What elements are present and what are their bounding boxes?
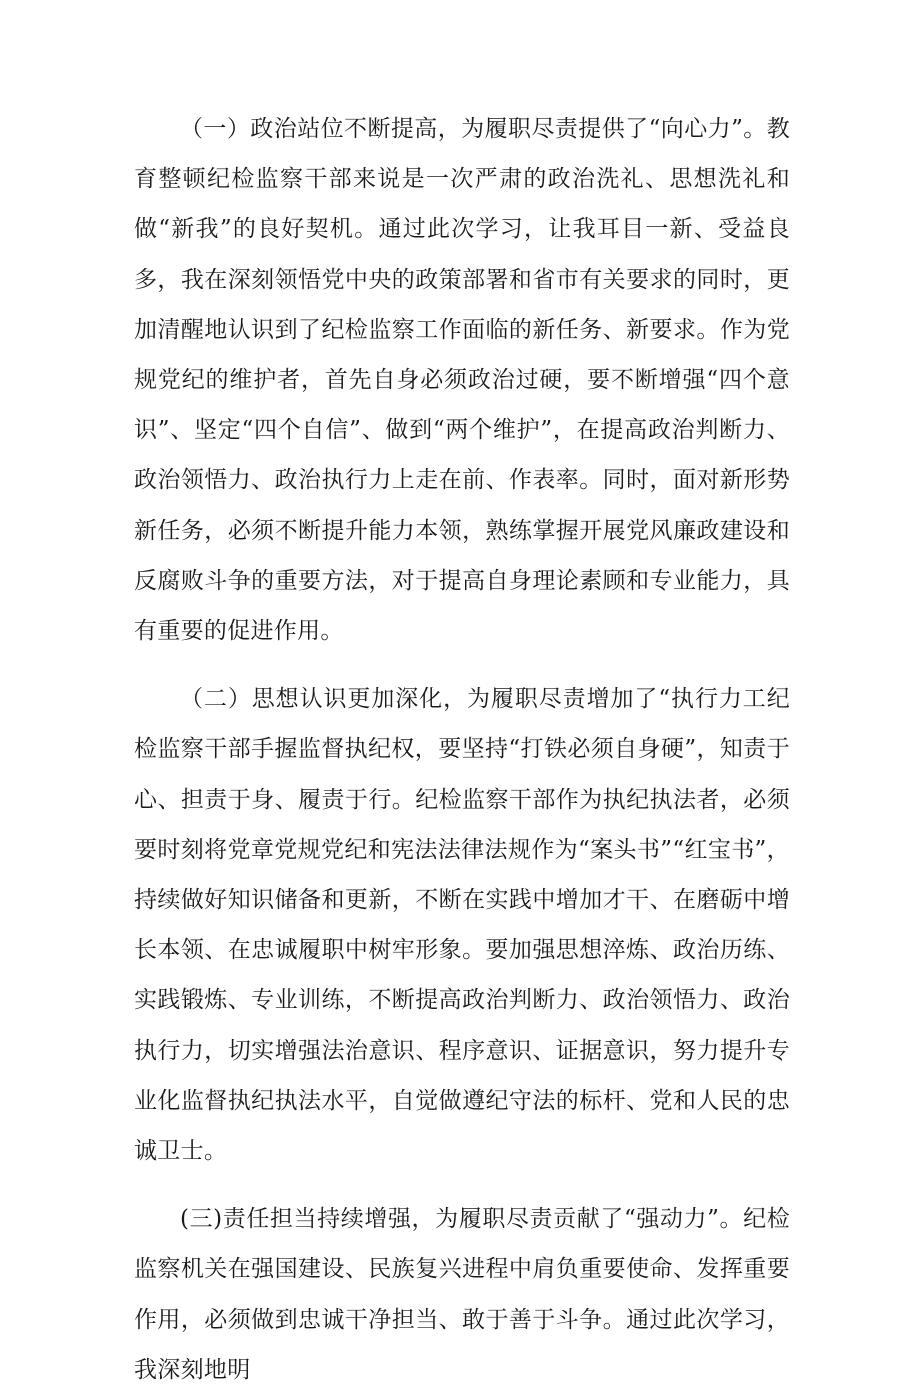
document-body	[134, 104, 790, 1395]
paragraph-3: (三)责任担当持续增强，为履职尽责贡献了“强动力”。纪检监察机关在强国建设、民族复兴进程中肩负重要使命、发挥重要作用，必须做到忠诚干净担当、敢于善于斗争。通过此次学习，我深刻地明	[134, 1206, 790, 1383]
paragraph-1: （一）政治站位不断提高，为履职尽责提供了“向心力”。教育整顿纪检监察干部来说是一次严肃的政治洗礼、思想洗礼和做“新我”的良好契机。通过此次学习，让我耳目一新、受益良多，我在深刻领悟党中央的政策部署和省市有关要求的同时，更加清醒地认识到了纪检监察工作面临的新任务、新要求。作为党规党纪的维护者，首先自身必须政治过硬，要不断增强“四个意识”、坚定“四个自信”、做到“两个维护”，在提高政治判断力、政治领悟力、政治执行力上走在前、作表率。同时，面对新形势新任务，必须不断提升能力本领，熟练掌握开展党风廉政建设和反腐败斗争的重要方法，对于提高自身理论素顾和专业能力，具有重要的促进作用。	[134, 116, 790, 645]
paragraph-2: （二）思想认识更加深化，为履职尽责增加了“执行力工纪检监察干部手握监督执纪权，要坚持“打铁必须自身硬”，知责于心、担责于身、履责于行。纪检监察干部作为执纪执法者，必须要时刻将党章党规党纪和宪法法律法规作为“案头书”“红宝书”，持续做好知识储备和更新，不断在实践中增加才干、在磨砺中增长本领、在忠诚履职中树牢形象。要加强思想淬炼、政治历练、实践锻炼、专业训练，不断提高政治判断力、政治领悟力、政治执行力，切实增强法治意识、程序意识、证据意识，努力提升专业化监督执纪执法水平，自觉做遵纪守法的标杆、党和人民的忠诚卫士。	[134, 686, 790, 1165]
